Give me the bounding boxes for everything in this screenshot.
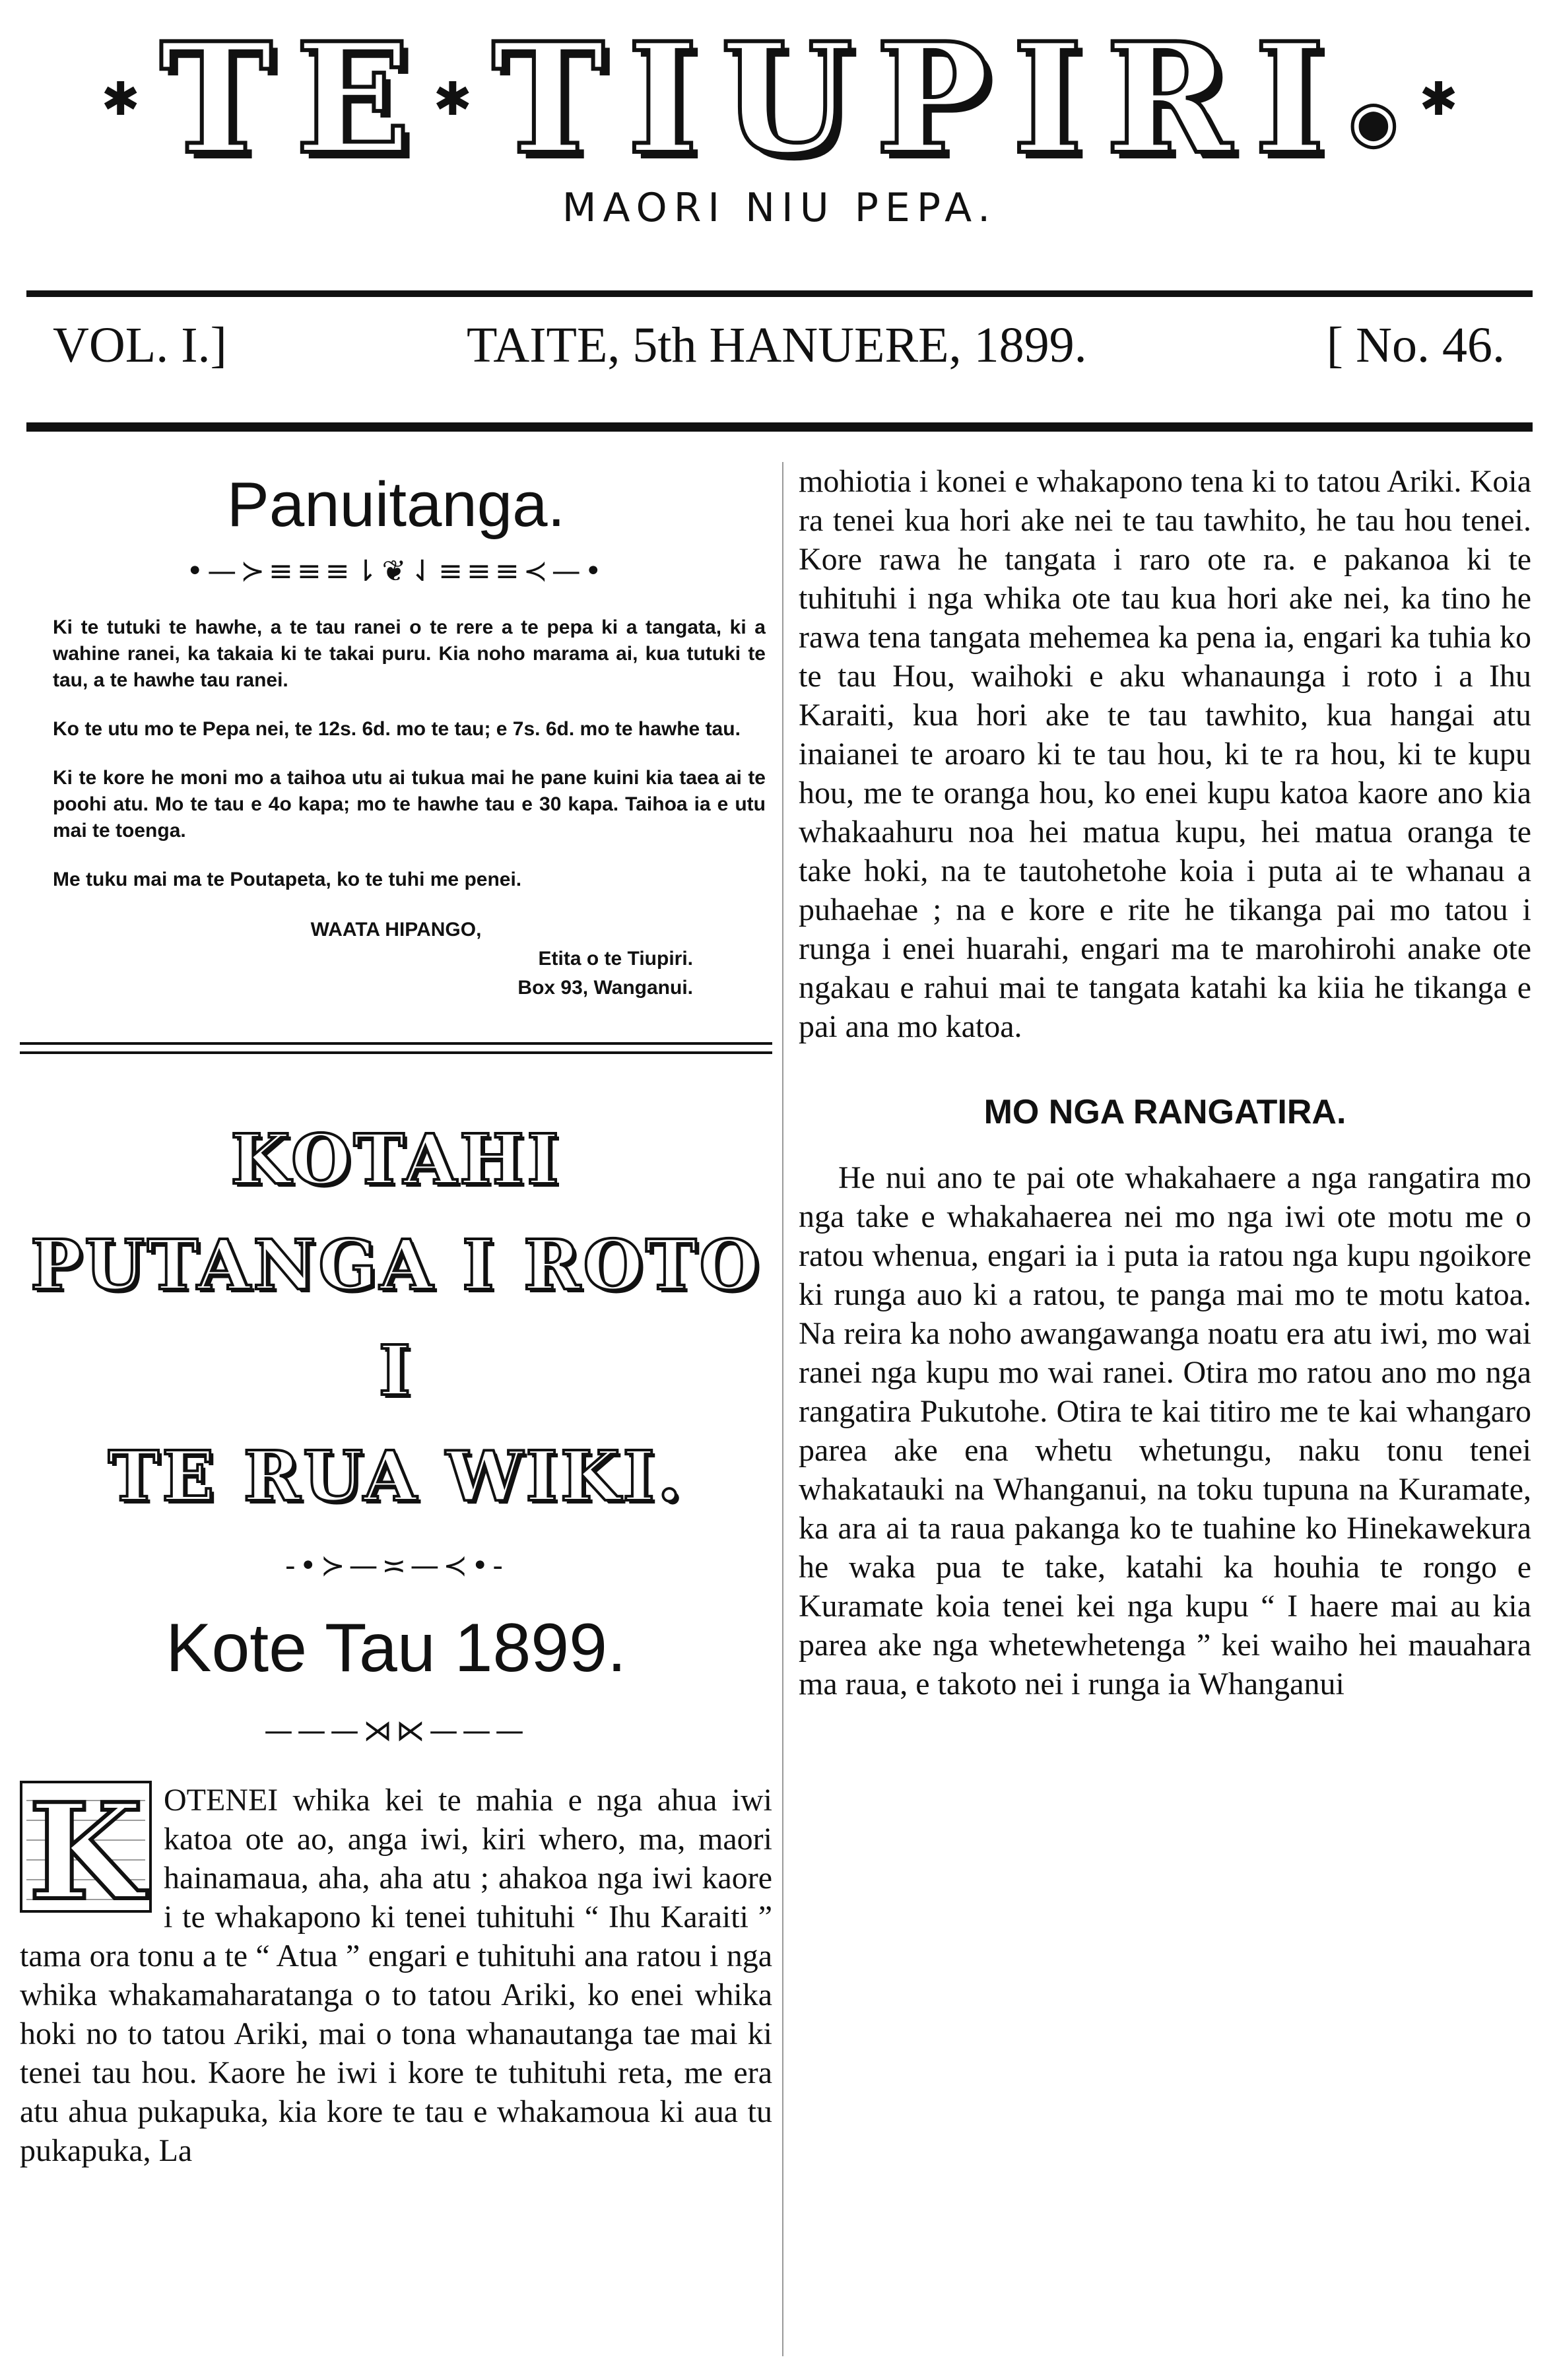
title-letter: T — [491, 10, 608, 188]
signature-block — [20, 915, 772, 1003]
masthead-rule — [26, 290, 1533, 297]
feature-headline-line1: KOTAHI PUTANGA I ROTO I — [30, 1119, 762, 1411]
asterisk-icon: ✱ — [101, 72, 140, 126]
masthead — [26, 10, 1533, 231]
title-letter: I — [1012, 10, 1086, 188]
left-column — [20, 462, 772, 2170]
title-letter: E — [295, 10, 414, 188]
issue-date: TAITE, 5th HANUERE, 1899. — [467, 317, 1087, 373]
continued-body: mohiotia i konei e whakapono tena ki to tatou Ariki. Koia ra tenei kua hori ake nei te tau tawhito, he tau hou tenei. Kore rawa he tangata i raro ote ra. e pakanoa ki te tuhituhi i nga whika ote tau kua hori ake nei, ka tino he rawa tena tangata mehemea ka pena ia, engari ka tuhia ko te tau Hou, waihoki e aku whanaunga i roto i a Ihu Karaiti, kua hori ake te tau tawhito, kua hangai atu inaianei te aroaro ki te tau hou, ki te ra hou, ki te kupu hou, me te oranga hou, ko enei kupu katoa kaore ano kia whakaahuru noa hei matua kupu, hei matua oranga te take hoki, na te tautohetohe koia i puta ai te whanau a puhaehae ; na e kore e rite he tikanga pai mo tatou i runga i enei huarahi, engari ma te marohirohi anake ote ngakau e rahui mai te tangata katahi ka kiia he tikanga e pai ana mo katoa. — [799, 464, 1531, 1044]
issue-volume: VOL. I.] — [53, 317, 227, 373]
notice-paragraph: Ki te kore he moni mo a taihoa utu ai tukua mai he pane kuini kia taea ai te poohi atu. Mo te tau e 4o kapa; mo te hawhe tau e 30 kapa. Taihoa ia e utu mai te toenga. — [53, 767, 766, 842]
issue-rule — [26, 422, 1533, 432]
title-letter: U — [720, 10, 856, 188]
notice-heading: Panuitanga. — [226, 469, 566, 540]
masthead-subtitle: MAORI NIU PEPA. — [562, 185, 997, 231]
section-body: He nui ano te pai ote whakahaere a nga rangatira mo nga take e whakahaerea nei mo nga iwi ote motu me o ratou whenua, engari ia i puta ia ratou nga kupu ngoikore ki runga auo ki a ratou, te panga mai mo te motu katoa. Na reira ka noho awangawanga noatu era atu iwi, mo wai ranei nga kupu mo wai ranei. Otira mo ratou ano mo nga rangatira Pukutohe. Otira te kai titiro me te kai whangaro parea ake ena whetu whetungu, naku tonu tenei whakatauki na Whanganui, na toku tupuna na Kuramate, ka ara ai ta raua pakanga ko te tuahine ko Hinekawekura he waka pua te take, katahi ka houhia te rongo e Kuramate koia tenei kei nga kupu “ I haere mai au kia parea ake nga whetewhetenga ” kei waiho hei mauahara ma raua, e takoto nei i runga ia Whanganui — [799, 1160, 1531, 1702]
signature-name: WAATA HIPANGO, — [310, 919, 482, 941]
feature-body — [20, 1781, 772, 2170]
title-letter: T — [159, 10, 276, 188]
feature-subheading: Kote Tau 1899. — [166, 1610, 626, 1686]
section-heading: MO NGA RANGATIRA. — [983, 1093, 1346, 1131]
signature-address: Box 93, Wanganui. — [517, 977, 693, 999]
title-letter: I — [627, 10, 701, 188]
signature-role: Etita o te Tiupiri. — [538, 948, 693, 970]
ornament-icon: •—≻≡≡≡⇂❦⇃≡≡≡≺—• — [186, 554, 606, 588]
ornament-icon: -•≻—≍—≺•- — [284, 1549, 508, 1583]
notice-paragraph: Ko te utu mo te Pepa nei, te 12s. 6d. mo te tau; e 7s. 6d. mo te hawhe tau. — [53, 718, 741, 740]
column-divider — [782, 462, 783, 2356]
section-separator — [20, 1042, 772, 1054]
title-dot-icon: ◉ — [1347, 87, 1400, 156]
masthead-title — [26, 10, 1533, 188]
feature-body-text: OTENEI whika kei te mahia e nga ahua iwi katoa ote ao, anga iwi, kiri whero, ma, maori hainamaua, aha, aha atu ; ahakoa nga iwi kaore i te whakapono ki tenei tuhituhi “ Ihu Karaiti ” tama ora tonu a te “ Atua ” engari e tuhituhi ana ratou i nga whika whakamaharatanga o to tatou Ariki, ko enei whika hoki no to tatou Ariki, mai o tona whanautanga tae mai ki tenei tau hou. Kaore he iwi i kore te tuhituhi reta, me era atu ahua pukapuka, kia kore te tau e whakamoua ki aua tu pukapuka, La — [20, 1783, 772, 2168]
issue-line — [53, 317, 1505, 374]
ornament-icon: ———⋊⋉——— — [264, 1714, 528, 1748]
notice-paragraph: Ki te tutuki te hawhe, a te tau ranei o te rere a te pepa ki a tangata, ki a wahine ranei, ka takaia ki te takai puru. Kia noho marama ai, kua tutuki te tau, a te hawhe tau ranei. — [53, 616, 766, 691]
notice-paragraph: Me tuku mai ma te Poutapeta, ko te tuhi me penei. — [53, 869, 522, 890]
title-letter: I — [1254, 10, 1328, 188]
issue-number: [ No. 46. — [1326, 317, 1505, 373]
feature-headline-line2: TE RUA WIKI. — [108, 1436, 684, 1517]
right-column — [799, 462, 1531, 1703]
dropcap-letter: K — [28, 1781, 143, 1913]
title-letter: R — [1105, 10, 1235, 188]
title-letter: P — [875, 10, 993, 188]
asterisk-icon: ✱ — [1419, 72, 1458, 126]
asterisk-icon: ✱ — [433, 72, 472, 126]
dropcap-k-icon — [20, 1781, 152, 1913]
